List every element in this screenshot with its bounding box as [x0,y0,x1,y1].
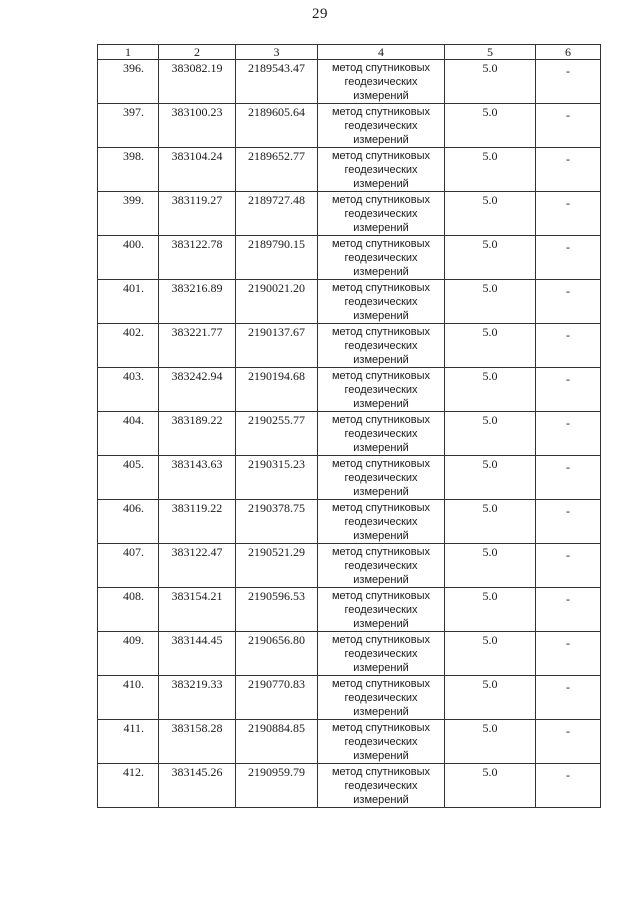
point-number-cell: 406. [98,500,159,544]
note-cell: - [536,632,601,676]
x-coordinate-cell: 383122.47 [159,544,236,588]
column-header-5: 5 [445,45,536,60]
point-number-cell: 404. [98,412,159,456]
table-header [98,45,601,60]
y-coordinate-cell: 2190255.77 [236,412,318,456]
x-coordinate-cell: 383189.22 [159,412,236,456]
accuracy-cell: 5.0 [445,280,536,324]
y-coordinate-cell: 2190884.85 [236,720,318,764]
table-row [98,500,601,544]
table-row [98,588,601,632]
table-row [98,236,601,280]
y-coordinate-cell: 2190596.53 [236,588,318,632]
accuracy-cell: 5.0 [445,412,536,456]
x-coordinate-cell: 383154.21 [159,588,236,632]
table-row [98,764,601,808]
point-number-cell: 397. [98,104,159,148]
note-cell: - [536,676,601,720]
y-coordinate-cell: 2190137.67 [236,324,318,368]
point-number-cell: 402. [98,324,159,368]
y-coordinate-cell: 2189605.64 [236,104,318,148]
x-coordinate-cell: 383104.24 [159,148,236,192]
method-cell: метод спутниковых геодезических измерений [318,368,445,412]
point-number-cell: 409. [98,632,159,676]
accuracy-cell: 5.0 [445,456,536,500]
accuracy-cell: 5.0 [445,324,536,368]
accuracy-cell: 5.0 [445,148,536,192]
point-number-cell: 410. [98,676,159,720]
method-cell: метод спутниковых геодезических измерений [318,676,445,720]
method-cell: метод спутниковых геодезических измерений [318,104,445,148]
point-number-cell: 396. [98,60,159,104]
method-cell: метод спутниковых геодезических измерений [318,324,445,368]
y-coordinate-cell: 2190378.75 [236,500,318,544]
table-row [98,368,601,412]
point-number-cell: 411. [98,720,159,764]
accuracy-cell: 5.0 [445,544,536,588]
method-cell: метод спутниковых геодезических измерений [318,148,445,192]
x-coordinate-cell: 383145.26 [159,764,236,808]
x-coordinate-cell: 383122.78 [159,236,236,280]
method-cell: метод спутниковых геодезических измерений [318,632,445,676]
y-coordinate-cell: 2189727.48 [236,192,318,236]
accuracy-cell: 5.0 [445,676,536,720]
y-coordinate-cell: 2190656.80 [236,632,318,676]
table-row [98,148,601,192]
note-cell: - [536,192,601,236]
accuracy-cell: 5.0 [445,632,536,676]
method-cell: метод спутниковых геодезических измерений [318,280,445,324]
accuracy-cell: 5.0 [445,764,536,808]
accuracy-cell: 5.0 [445,60,536,104]
table-row [98,280,601,324]
note-cell: - [536,104,601,148]
method-cell: метод спутниковых геодезических измерений [318,588,445,632]
point-number-cell: 399. [98,192,159,236]
accuracy-cell: 5.0 [445,104,536,148]
column-header-6: 6 [536,45,601,60]
y-coordinate-cell: 2190315.23 [236,456,318,500]
method-cell: метод спутниковых геодезических измерений [318,764,445,808]
method-cell: метод спутниковых геодезических измерений [318,60,445,104]
y-coordinate-cell: 2190959.79 [236,764,318,808]
table-row [98,104,601,148]
accuracy-cell: 5.0 [445,588,536,632]
coordinates-table [97,44,601,808]
method-cell: метод спутниковых геодезических измерений [318,456,445,500]
note-cell: - [536,720,601,764]
table-row [98,60,601,104]
method-cell: метод спутниковых геодезических измерений [318,544,445,588]
column-header-4: 4 [318,45,445,60]
method-cell: метод спутниковых геодезических измерений [318,192,445,236]
point-number-cell: 412. [98,764,159,808]
column-header-2: 2 [159,45,236,60]
y-coordinate-cell: 2190521.29 [236,544,318,588]
table-row [98,192,601,236]
table-row [98,632,601,676]
y-coordinate-cell: 2190194.68 [236,368,318,412]
note-cell: - [536,368,601,412]
header-row [98,45,601,60]
y-coordinate-cell: 2190770.83 [236,676,318,720]
point-number-cell: 400. [98,236,159,280]
note-cell: - [536,764,601,808]
note-cell: - [536,280,601,324]
note-cell: - [536,588,601,632]
point-number-cell: 408. [98,588,159,632]
x-coordinate-cell: 383100.23 [159,104,236,148]
page-number: 29 [312,6,328,22]
table-row [98,676,601,720]
x-coordinate-cell: 383219.33 [159,676,236,720]
y-coordinate-cell: 2189790.15 [236,236,318,280]
table-row [98,456,601,500]
y-coordinate-cell: 2189652.77 [236,148,318,192]
method-cell: метод спутниковых геодезических измерений [318,236,445,280]
x-coordinate-cell: 383143.63 [159,456,236,500]
point-number-cell: 401. [98,280,159,324]
point-number-cell: 403. [98,368,159,412]
accuracy-cell: 5.0 [445,500,536,544]
note-cell: - [536,456,601,500]
note-cell: - [536,236,601,280]
table-row [98,324,601,368]
method-cell: метод спутниковых геодезических измерений [318,720,445,764]
note-cell: - [536,60,601,104]
note-cell: - [536,500,601,544]
note-cell: - [536,148,601,192]
table-row [98,412,601,456]
x-coordinate-cell: 383221.77 [159,324,236,368]
x-coordinate-cell: 383119.22 [159,500,236,544]
x-coordinate-cell: 383242.94 [159,368,236,412]
table-row [98,720,601,764]
accuracy-cell: 5.0 [445,720,536,764]
column-header-1: 1 [98,45,159,60]
x-coordinate-cell: 383216.89 [159,280,236,324]
table-row [98,544,601,588]
method-cell: метод спутниковых геодезических измерений [318,412,445,456]
y-coordinate-cell: 2190021.20 [236,280,318,324]
table-body [98,60,601,808]
x-coordinate-cell: 383082.19 [159,60,236,104]
method-cell: метод спутниковых геодезических измерений [318,500,445,544]
note-cell: - [536,412,601,456]
point-number-cell: 405. [98,456,159,500]
accuracy-cell: 5.0 [445,236,536,280]
point-number-cell: 407. [98,544,159,588]
column-header-3: 3 [236,45,318,60]
y-coordinate-cell: 2189543.47 [236,60,318,104]
accuracy-cell: 5.0 [445,368,536,412]
note-cell: - [536,324,601,368]
x-coordinate-cell: 383158.28 [159,720,236,764]
x-coordinate-cell: 383119.27 [159,192,236,236]
note-cell: - [536,544,601,588]
point-number-cell: 398. [98,148,159,192]
x-coordinate-cell: 383144.45 [159,632,236,676]
accuracy-cell: 5.0 [445,192,536,236]
